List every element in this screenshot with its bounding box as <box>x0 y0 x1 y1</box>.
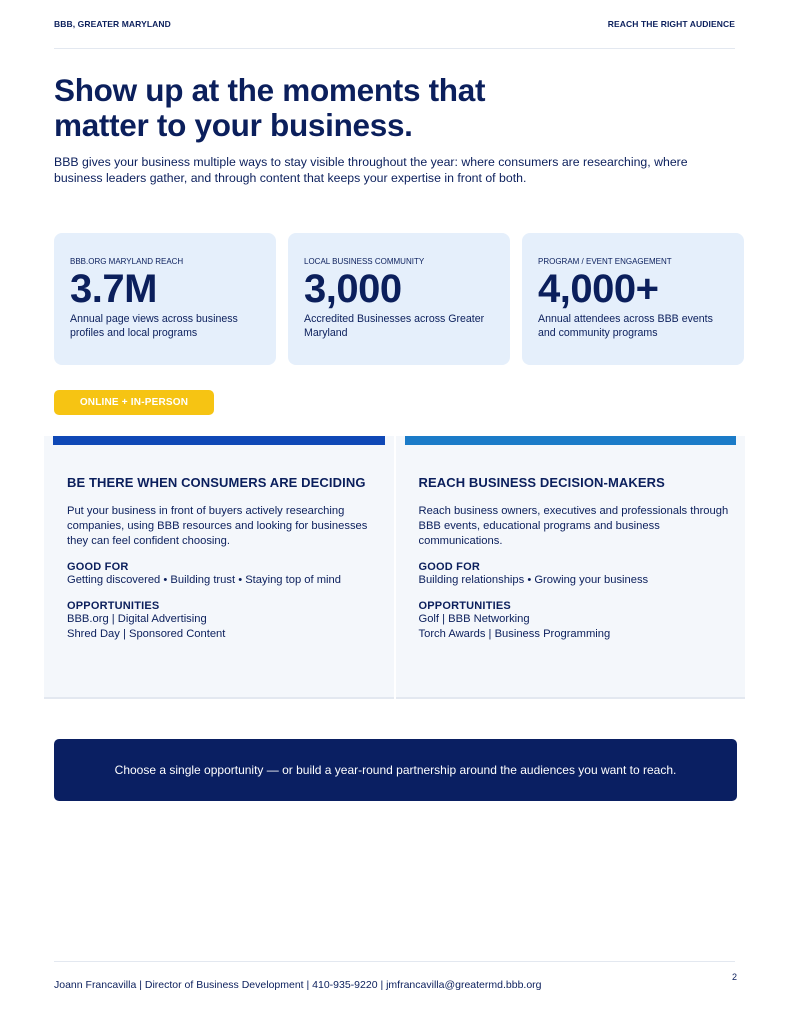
intro-paragraph: BBB gives your business multiple ways to stay visible throughout the year: where consumers are researching, where business leaders gather, and through content that keeps your expertise in front of both. <box>54 155 688 185</box>
panel-title: BE THERE WHEN CONSUMERS ARE DECIDING <box>67 475 366 490</box>
title-line-1: Show up at the moments that <box>54 72 486 108</box>
channel-badge: ONLINE + IN-PERSON <box>54 390 214 415</box>
stat-description: Annual page views across business profiles and local programs <box>70 313 238 339</box>
panel-consumers <box>44 436 394 699</box>
stat-value: 3.7M <box>70 267 157 311</box>
panel-title: REACH BUSINESS DECISION-MAKERS <box>418 475 665 490</box>
panel-description: Put your business in front of buyers actively researching companies, using BBB resources and looking for businesses they can feel confident choosing. <box>67 505 368 547</box>
footer-divider <box>54 961 735 962</box>
panel-divider <box>396 697 746 699</box>
opportunities-line: Golf | BBB Networking <box>418 613 530 625</box>
stat-card-reach <box>54 233 276 365</box>
stat-description: Accredited Businesses across Greater Maryland <box>304 313 485 339</box>
page-number: 2 <box>731 972 737 982</box>
opportunities-line: Shred Day | Sponsored Content <box>67 628 226 640</box>
good-for-heading: GOOD FOR <box>67 561 129 573</box>
stat-label: PROGRAM / EVENT ENGAGEMENT <box>538 257 672 266</box>
call-to-action-banner: Choose a single opportunity — or build a year-round partnership around the audiences you want to reach. <box>54 739 737 801</box>
panel-decision-makers <box>396 436 746 699</box>
good-for-text: Getting discovered • Building trust • Staying top of mind <box>67 574 341 586</box>
stat-card-engagement <box>522 233 744 365</box>
stat-value: 4,000+ <box>538 267 659 311</box>
stat-value: 3,000 <box>304 267 402 311</box>
audience-panels <box>44 436 745 699</box>
stat-description: Annual attendees across BBB events and community programs <box>538 313 713 339</box>
stat-label: BBB.ORG MARYLAND REACH <box>70 257 184 266</box>
panel-divider <box>44 697 394 699</box>
opportunities-line: BBB.org | Digital Advertising <box>67 613 207 625</box>
panel-accent-bar <box>53 436 385 445</box>
opportunities-heading: OPPORTUNITIES <box>67 600 160 612</box>
page-title <box>54 73 614 143</box>
title-line-2: matter to your business. <box>54 107 413 143</box>
header-org: BBB, GREATER MARYLAND <box>54 19 171 29</box>
header-divider <box>54 48 735 49</box>
page-header <box>54 19 735 29</box>
good-for-text: Building relationships • Growing your business <box>418 574 649 586</box>
stats-row <box>54 233 737 365</box>
opportunities-line: Torch Awards | Business Programming <box>418 628 611 640</box>
opportunities-heading: OPPORTUNITIES <box>418 600 511 612</box>
good-for-heading: GOOD FOR <box>418 561 480 573</box>
panel-description: Reach business owners, executives and professionals through BBB events, educational programs and business communications. <box>418 505 729 547</box>
footer-contact: Joann Francavilla | Director of Business Development | 410-935-9220 | jmfrancavilla@greatermd.bbb.org <box>54 979 542 991</box>
stat-label: LOCAL BUSINESS COMMUNITY <box>304 257 425 266</box>
header-section: REACH THE RIGHT AUDIENCE <box>607 19 735 29</box>
stat-card-community <box>288 233 510 365</box>
panel-accent-bar <box>405 436 737 445</box>
